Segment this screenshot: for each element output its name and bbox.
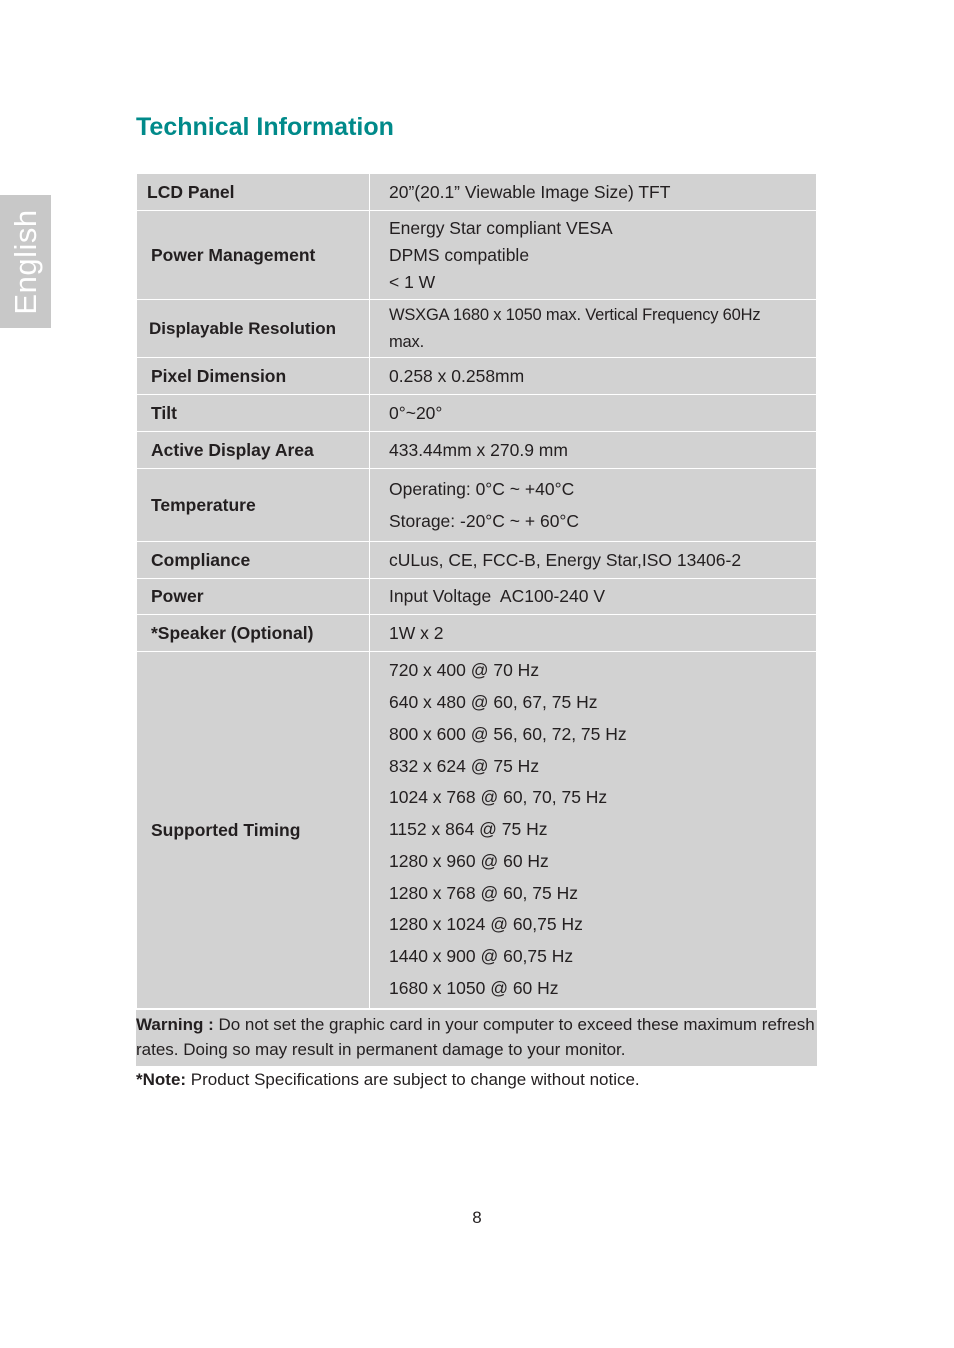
language-tab bbox=[0, 195, 51, 328]
spec-row-power-management bbox=[137, 211, 817, 300]
timing-line: 1680 x 1050 @ 60 Hz bbox=[389, 978, 559, 999]
spec-value: 0.258 x 0.258mm bbox=[370, 358, 817, 395]
spec-value-line: Energy Star compliant VESA bbox=[389, 217, 613, 238]
note-text: Product Specifications are subject to change without notice. bbox=[186, 1070, 640, 1089]
spec-row-speaker bbox=[137, 615, 817, 652]
note-label: *Note: bbox=[136, 1070, 187, 1089]
spec-row-displayable-resolution bbox=[137, 300, 817, 358]
page-title: Technical Information bbox=[136, 113, 394, 141]
timing-line: 1440 x 900 @ 60,75 Hz bbox=[389, 946, 574, 967]
spec-label: LCD Panel bbox=[137, 174, 370, 211]
timing-line: 1152 x 864 @ 75 Hz bbox=[389, 819, 548, 840]
spec-value: Input Voltage AC100-240 V bbox=[370, 579, 817, 615]
timing-line: 800 x 600 @ 56, 60, 72, 75 Hz bbox=[389, 723, 627, 744]
spec-value: 433.44mm x 270.9 mm bbox=[370, 432, 817, 469]
spec-label: Power Management bbox=[137, 211, 370, 300]
page-number: 8 bbox=[472, 1208, 482, 1227]
spec-row-tilt bbox=[137, 395, 817, 432]
spec-row-supported-timing bbox=[137, 652, 817, 1009]
spec-value bbox=[370, 300, 817, 358]
timing-line: 1280 x 1024 @ 60,75 Hz bbox=[389, 914, 583, 935]
timing-line: 640 x 480 @ 60, 67, 75 Hz bbox=[389, 691, 598, 712]
spec-value bbox=[370, 469, 817, 542]
spec-row-pixel-dimension bbox=[137, 358, 817, 395]
spec-row-lcd-panel bbox=[137, 174, 817, 211]
spec-label: Power bbox=[137, 579, 370, 615]
spec-label: Tilt bbox=[137, 395, 370, 432]
timing-line: 1280 x 768 @ 60, 75 Hz bbox=[389, 882, 578, 903]
spec-value bbox=[370, 211, 817, 300]
spec-label: Pixel Dimension bbox=[137, 358, 370, 395]
warning-box bbox=[136, 1010, 817, 1066]
spec-value: 20”(20.1” Viewable Image Size) TFT bbox=[370, 174, 817, 211]
timing-line: 1024 x 768 @ 60, 70, 75 Hz bbox=[389, 787, 608, 808]
spec-label: *Speaker (Optional) bbox=[137, 615, 370, 652]
timing-line: 720 x 400 @ 70 Hz bbox=[389, 660, 540, 681]
spec-row-compliance bbox=[137, 542, 817, 579]
spec-label: Active Display Area bbox=[137, 432, 370, 469]
language-tab-label: English bbox=[7, 208, 43, 315]
spec-row-power bbox=[137, 579, 817, 615]
spec-value-line: Operating: 0°C ~ +40°C bbox=[389, 479, 575, 499]
spec-value-line: < 1 W bbox=[389, 271, 436, 292]
spec-value: 0°~20° bbox=[370, 395, 817, 432]
warning-text: Do not set the graphic card in your computer to exceed these maximum refresh rates. Doing so may result in permanent damage to your monitor. bbox=[136, 1015, 815, 1059]
spec-value bbox=[370, 652, 817, 1009]
spec-label: Temperature bbox=[137, 469, 370, 542]
spec-label: Supported Timing bbox=[137, 652, 370, 1009]
spec-value: 1W x 2 bbox=[370, 615, 817, 652]
spec-row-temperature bbox=[137, 469, 817, 542]
spec-value-line: Storage: -20°C ~ + 60°C bbox=[389, 511, 580, 531]
spec-value-line: max. bbox=[389, 332, 424, 351]
warning-label: Warning : bbox=[136, 1015, 214, 1034]
note bbox=[136, 1070, 640, 1090]
spec-label: Displayable Resolution bbox=[137, 300, 370, 358]
timing-line: 832 x 624 @ 75 Hz bbox=[389, 755, 540, 776]
spec-label: Compliance bbox=[137, 542, 370, 579]
timing-line: 1280 x 960 @ 60 Hz bbox=[389, 850, 549, 871]
spec-value-line: WSXGA 1680 x 1050 max. Vertical Frequency 60Hz bbox=[389, 305, 761, 324]
spec-row-active-display-area bbox=[137, 432, 817, 469]
spec-table bbox=[136, 173, 817, 1009]
spec-value: cULus, CE, FCC-B, Energy Star,ISO 13406-2 bbox=[370, 542, 817, 579]
spec-value-line: DPMS compatible bbox=[389, 244, 530, 265]
